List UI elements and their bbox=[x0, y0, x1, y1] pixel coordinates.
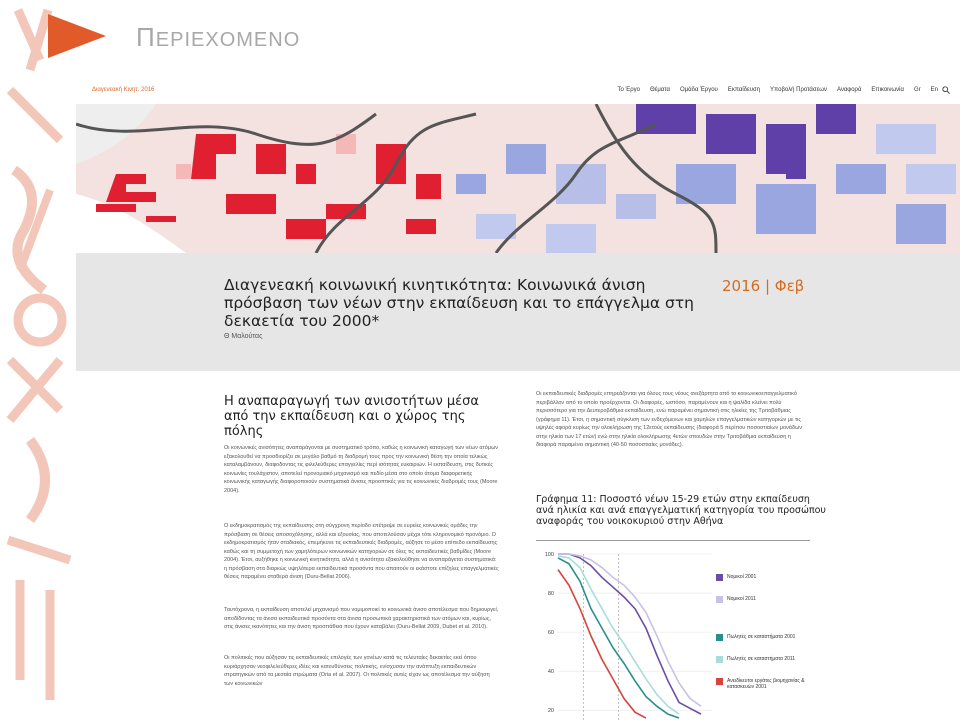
site-header bbox=[76, 80, 960, 104]
legend-item bbox=[716, 596, 756, 603]
legend-swatch bbox=[716, 596, 723, 603]
nav-item[interactable]: Θέματα bbox=[650, 87, 671, 93]
y-tick-label: 40 bbox=[547, 669, 554, 676]
site-brand[interactable]: Διαγενεακή Κινητ. 2016 bbox=[92, 87, 155, 93]
y-tick-label: 60 bbox=[547, 630, 554, 637]
nav-item[interactable]: Ομάδα Έργου bbox=[680, 87, 718, 93]
play-arrow-icon bbox=[48, 14, 106, 58]
legend-item bbox=[716, 656, 795, 663]
nav-item[interactable]: Αναφορά bbox=[836, 87, 862, 93]
paragraph: Ο εκδημοκρατισμός της εκπαίδευσης στη σύγχρονη περίοδο επέτρεψε σε ευρείες κοινωνικές ομάδες την πρόσβαση σε θέσεις αποσοχόλησης, αλλά και εξουσίας, που αποτελούσαν μέχρι τότε κληρονομικό προνόμιο. Ο εκδημοκρατισμός ήταν σταδιακός, επεμήκυνε τις εκπαιδευτικές διαδρομές, αύξησε το μέσο επίπεδο εκπαίδευσης καθώς και τη συμμετοχή των χαμηλότερων κοινωνικών κατηγοριών σε όλες τις εκπαιδευτικές βαθμίδες (Moore 2004). Έτσι, αυξήθηκε η κοινωνική κινητικότητα, αλλά η ανισότητα εξακολούθησε να αναπαράγεται συστηματικά: η πρόσβαση στα διαρκώς υψηλότερα εκπαιδευτικά προσόντα που απαιτούν οι εκάστοτε επίζηλες επαγγελματικές θέσεις παραμένει σταθερά άνιση (Duru-Bellat 2006). bbox=[224, 523, 499, 580]
slide-title bbox=[136, 22, 300, 53]
nav-item[interactable]: Επικοινωνία bbox=[871, 87, 904, 93]
nav-item[interactable]: Υποβολή Προτάσεων bbox=[770, 87, 827, 93]
website-screenshot bbox=[76, 80, 960, 720]
left-decorative-strip bbox=[0, 0, 80, 720]
series-line bbox=[558, 554, 701, 706]
figure-divider bbox=[536, 540, 810, 541]
paragraph: Ταυτόχρονα, η εκπαίδευση αποτελεί μηχανισμό που νομιμοποιεί το κοινωνικά άνισο αποτέλεσμα που δημιουργεί, αποδίδοντας τα άνισα εκπαιδευτικά προσόντα στα άνισα προσωπικά χαρακτηριστικά των ατόμων και, κυρίως, στις άνισες ικανότητες και την άνιση προσπάθεια που έχουν καταβάλει (Duru-Bellat 2009, Dubet et al. 2010). bbox=[224, 607, 499, 630]
article-date: 2016 | Φεβ bbox=[722, 277, 805, 295]
legend-label: Νομικοί 2001 bbox=[727, 574, 757, 580]
y-tick-label: 20 bbox=[547, 708, 554, 715]
legend-swatch bbox=[716, 634, 723, 641]
article-title: Διαγενεακή κοινωνική κινητικότητα: Κοινωνικά άνιση πρόσβαση των νέων στην εκπαίδευση και το επάγγελμα στη δεκαετία του 2000* bbox=[224, 276, 695, 330]
paragraph: Οι κοινωνικές ανισότητες αναπαράγονται με συστηματικό τρόπο, καθώς η κοινωνική καταγωγή των νέων ατόμων εξακολουθεί να προσδιορίζει σε μεγάλο βαθμό τη διαδρομή τους προς την κοινωνική θέση την οποία τελικώς καταλαμβάνουν, διαφοδοντας τις φιλελεύθερες επαγγελίες περί ισότητας ευκαιριών. Η εκπαίδευση, στις δυτικές κοινωνίες τουλάχιστον, αποτελεί προνομιακό μηχανισμό και πεδίο μέσα στο οποίο άτομα διαφορετικής κοινωνικής καταγωγής διαφοροποιούν συστηματικά άνισες προοπτικές για τις κοινωνικές διαδρομές τους (Moore 2004). bbox=[224, 445, 499, 494]
legend-label: Πωλητές σε καταστήματα 2001 bbox=[727, 634, 796, 640]
legend-label: Ανειδίκευτοι εργάτες βιομηχανίας & κατασκευών 2001 bbox=[727, 678, 805, 690]
y-tick-label: 100 bbox=[544, 552, 554, 558]
series-line bbox=[558, 570, 646, 718]
figure-title: Γράφημα 11: Ποσοστό νέων 15-29 ετών στην εκπαίδευση ανά ηλικία και ανά επαγγελματική κατηγορία του προσώπου αναφοράς του νοικοκυριού στην Αθήνα bbox=[536, 494, 826, 527]
slide-title-rest: ΕΡΙΕΧΟΜΕΝΟ bbox=[155, 29, 301, 51]
legend-item bbox=[716, 634, 795, 641]
paragraph: Οι πολιτικές που αύξησαν τις εκπαιδευτικές επιλογές των γονέων κατά τις τελευταίες δεκαετίες εκεί όπου κυριάρχησαν νεοφιλελεύθερες ιδέες και κατευθύνσεις πολιτικής, ενίσχυσαν την ανάπτυξη εκπαιδευτικών στρατηγικών από τα μεσαία στρώματα (Oria et al. 2007). Οι πολιτικές αυτές είχαν ως αποτέλεσμα την αύξηση των κοινωνικών bbox=[224, 655, 490, 687]
search-icon[interactable] bbox=[942, 86, 950, 94]
article-body bbox=[76, 371, 960, 720]
nav-item[interactable]: Το Έργο bbox=[617, 87, 640, 93]
legend-swatch bbox=[716, 678, 723, 685]
athens-map-banner bbox=[76, 104, 960, 253]
decorative-shapes bbox=[0, 0, 80, 720]
nav-item-lang-gr[interactable]: Gr bbox=[913, 87, 921, 93]
series-line bbox=[558, 554, 701, 714]
legend-item bbox=[716, 574, 756, 581]
right-paragraph: Οι εκπαιδευτικές διαδρομές επηρεάζονται για όλους τους νέους ανεξάρτητα από το κοινωνικοεπαγγελματικό περιβάλλον από το οποίο προέρχονται. Οι διαφορές, ωστόσο, παραμένουν και η ψαλίδα κλείνει πολύ περισσότερο για την Δευτεροβάθμια εκπαίδευση, ενώ παραμένει σημαντική στις ηλικίες της Τριτοβάθμιας (γράφημα 11). Έτσι, η σημαντική σύγκλιση των ενδεχόμενων και χαμηλών επαγγελματικών κατηγοριών με τις υψηλές αφορά κυρίως την ολοκλήρωση της 12ετούς εκπαίδευσης (διαφορά 5 περίπου ποσοστιαίων μονάδων στην ηλικία των 17 ετών) ενώ στην ηλικία ολοκλήρωσης 4ετών σπουδών στην Τριτοβάθμια εκπαίδευση η διαφορά παραμένει σημαντική (40-50 ποσοστιαίες μονάδες). bbox=[536, 391, 803, 448]
legend-swatch bbox=[716, 656, 723, 663]
nav-item[interactable]: Εκπαίδευση bbox=[727, 87, 761, 93]
legend-label: Νομικοί 2011 bbox=[727, 596, 756, 602]
y-tick-label: 80 bbox=[547, 591, 554, 598]
site-nav bbox=[618, 87, 938, 93]
slide-title-initial: Π bbox=[136, 22, 156, 52]
article-author[interactable]: Θ Μαλούτας bbox=[224, 333, 263, 340]
nav-item-lang-en[interactable]: En bbox=[930, 87, 938, 93]
section-heading: Η αναπαραγωγή των ανισοτήτων μέσα από την εκπαίδευση και ο χώρος της πόλης bbox=[224, 394, 479, 439]
legend-item bbox=[716, 678, 812, 690]
legend-swatch bbox=[716, 574, 723, 581]
line-chart bbox=[536, 546, 812, 720]
choropleth-map bbox=[76, 104, 960, 253]
legend-label: Πωλητές σε καταστήματα 2011 bbox=[727, 656, 796, 662]
